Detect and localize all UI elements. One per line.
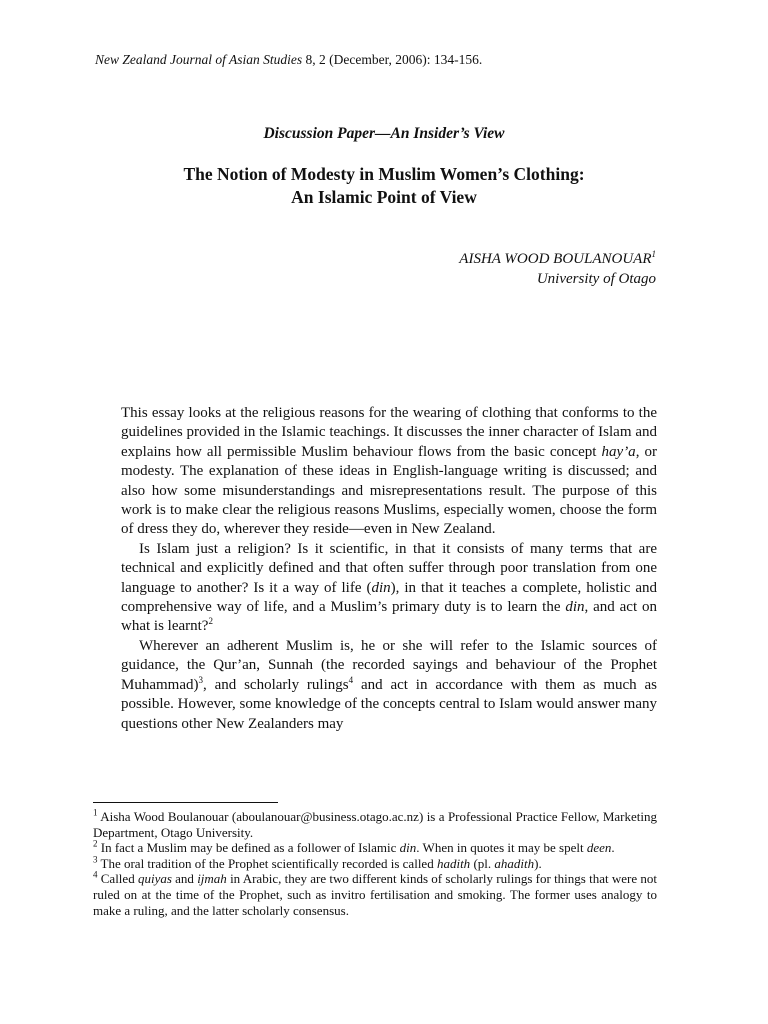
footnote-4 [93, 871, 657, 918]
journal-name: New Zealand Journal of Asian Studies [95, 52, 303, 67]
paragraph-text: ), in that it teaches a complete, holistic and comprehensive way of life, and a Muslim’s primary duty is to learn the [121, 579, 657, 616]
body-paragraph-3 [121, 637, 657, 734]
footnotes [93, 809, 657, 918]
footnote-marker: 2 [208, 616, 213, 627]
footnote-text: Aisha Wood Boulanouar (aboulanouar@business.otago.ac.nz) is a Professional Practice Fellow, Marketing Department, Otago University. [93, 809, 657, 840]
paragraph-text: This essay looks at the religious reasons for the wearing of clothing that conforms to the guidelines provided in the Islamic teachings. It discusses the inner character of Islam and explains how all permissible Muslim behaviour flows from the basic concept [121, 405, 657, 460]
title-line-1: The Notion of Modesty in Muslim Women’s Clothing: [183, 164, 585, 184]
paper-title [0, 163, 768, 209]
footnote-separator [93, 802, 278, 803]
italic-term: hay’a [601, 443, 636, 460]
journal-citation [95, 52, 482, 68]
footnote-text: . When in quotes it may be spelt [416, 840, 587, 856]
footnote-text: and [171, 871, 198, 887]
footnote-number: 4 [93, 870, 98, 881]
footnote-1 [93, 809, 657, 840]
body-text [121, 404, 657, 734]
footnote-text: in Arabic, they are two different kinds of scholarly rulings for things that were not ruled on at the time of the Prophet, such as invitro fertilisation and smoking. The former uses analogy to make a ruling, and the latter scholarly consensus. [93, 871, 657, 918]
body-paragraph-1 [121, 404, 657, 540]
paragraph-text: , or modesty. The explanation of these ideas in English-language writing is discussed; and also how some misunderstandings and misrepresentations result. The purpose of this work is to make clear the religious reasons Muslims, especially women, choose the form of dress they do, wherever they reside—even in New Zealand. [121, 443, 657, 538]
footnote-text: ). [534, 855, 542, 871]
footnote-text: . [611, 840, 615, 856]
footnote-number: 2 [93, 838, 98, 849]
footnote-number: 3 [93, 854, 98, 865]
footnote-text: In fact a Muslim may be defined as a follower of Islamic [97, 840, 400, 856]
title-line-2: An Islamic Point of View [291, 187, 477, 207]
italic-term: din [399, 840, 417, 856]
journal-volume-issue-pages: 8, 2 (December, 2006): 134-156. [302, 52, 483, 67]
italic-term: quiyas [137, 871, 172, 887]
author-name-text: AISHA WOOD BOULANOUAR [459, 251, 652, 267]
author-footnote-marker: 1 [651, 249, 656, 259]
footnote-text: (pl. [470, 855, 495, 871]
footnote-number: 1 [93, 807, 98, 818]
author-name [459, 250, 656, 268]
footnote-text: The oral tradition of the Prophet scientifically recorded is called [97, 855, 437, 871]
paragraph-text: Wherever an adherent Muslim is, he or she will refer to the Islamic sources of guidance, the Qur’an, Sunnah (the recorded sayings and behaviour of the Prophet Muhammad) [121, 637, 657, 693]
italic-term: ijmah [197, 871, 227, 887]
italic-term: deen [586, 840, 612, 856]
paragraph-text: , and scholarly rulings [202, 676, 349, 693]
body-paragraph-2 [121, 540, 657, 637]
italic-term: hadith [436, 855, 471, 871]
footnote-text: Called [97, 871, 138, 887]
paragraph-text: Is Islam just a religion? Is it scientific, in that it consists of many terms that are technical and explicitly defined and that often suffer through poor translation from one language to another? Is it a way of life ( [121, 540, 657, 596]
footnote-3 [93, 856, 657, 872]
author-affiliation: University of Otago [536, 271, 656, 287]
italic-term: din [371, 579, 391, 596]
paragraph-text: , and act on what is learnt? [121, 599, 657, 635]
footnote-2 [93, 840, 657, 856]
footnote-marker: 3 [198, 674, 203, 685]
italic-term: din [565, 599, 585, 616]
paragraph-text: and act in accordance with them as much as possible. However, some knowledge of the concepts central to Islam would answer many questions other New Zealanders may [121, 676, 657, 732]
footnote-marker: 4 [348, 674, 354, 685]
paper-kicker: Discussion Paper—An Insider’s View [263, 125, 505, 142]
italic-term: ahadith [494, 855, 535, 871]
